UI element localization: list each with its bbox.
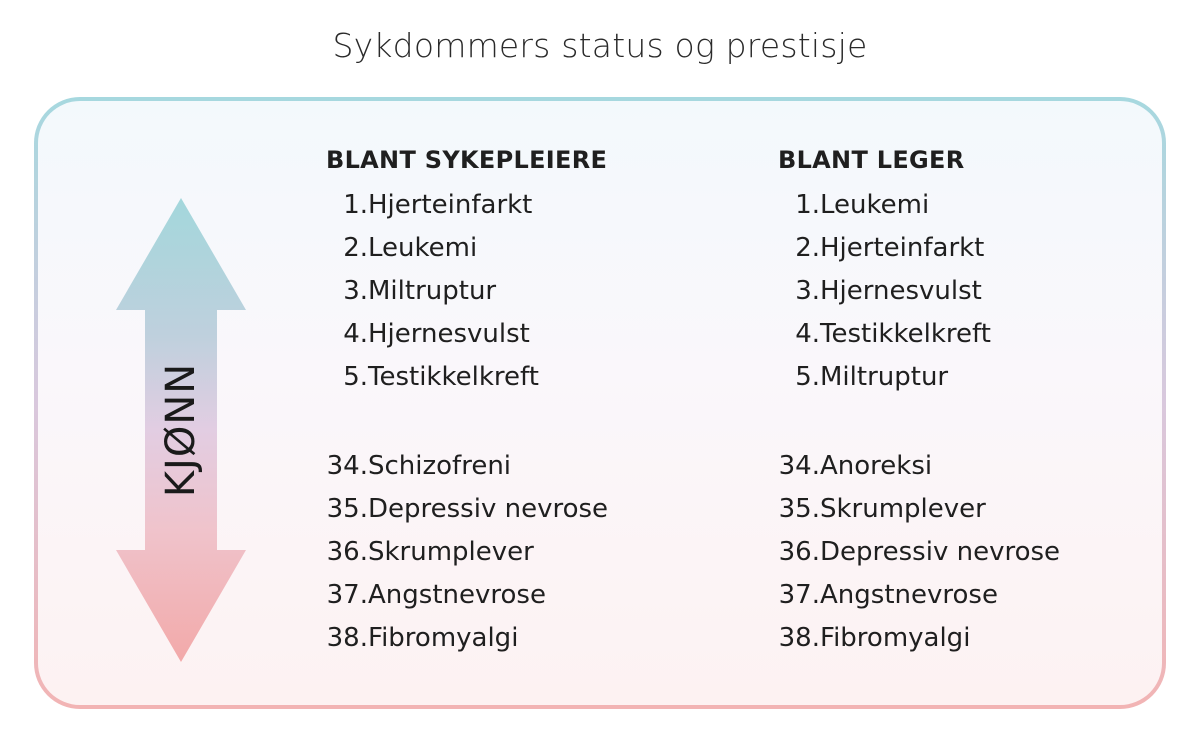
rank-number: 34. bbox=[326, 451, 368, 481]
rank-number: 4. bbox=[795, 319, 820, 349]
rank-number: 36. bbox=[326, 537, 368, 567]
list-item bbox=[757, 531, 1060, 574]
disease-name: Fibromyalgi bbox=[820, 623, 971, 653]
list-gap bbox=[305, 399, 608, 445]
top-ranked-list bbox=[305, 184, 608, 399]
disease-name: Depressiv nevrose bbox=[820, 537, 1061, 567]
list-item bbox=[757, 574, 1060, 617]
list-item bbox=[305, 445, 608, 488]
disease-name: Hjernesvulst bbox=[820, 276, 982, 306]
column-nurses bbox=[305, 144, 608, 660]
list-item bbox=[305, 227, 608, 270]
disease-name: Skrumplever bbox=[820, 494, 986, 524]
disease-name: Angstnevrose bbox=[820, 580, 998, 610]
rank-number: 4. bbox=[343, 319, 368, 349]
disease-name: Hjernesvulst bbox=[368, 319, 530, 349]
list-item bbox=[757, 488, 1060, 531]
rank-number: 1. bbox=[343, 190, 368, 220]
rank-number: 36. bbox=[778, 537, 820, 567]
list-item bbox=[757, 184, 1060, 227]
bottom-ranked-list bbox=[757, 445, 1060, 660]
disease-name: Depressiv nevrose bbox=[368, 494, 609, 524]
list-item bbox=[305, 356, 608, 399]
disease-name: Miltruptur bbox=[368, 276, 497, 306]
rank-number: 2. bbox=[343, 233, 368, 263]
disease-name: Hjerteinfarkt bbox=[820, 233, 985, 263]
list-item bbox=[305, 270, 608, 313]
rank-number: 1. bbox=[795, 190, 820, 220]
disease-name: Fibromyalgi bbox=[368, 623, 519, 653]
rank-number: 35. bbox=[778, 494, 820, 524]
list-item bbox=[757, 445, 1060, 488]
column-header: BLANT LEGER bbox=[778, 146, 965, 174]
diagram-title: Sykdommers status og prestisje bbox=[332, 26, 868, 65]
list-gap bbox=[757, 399, 1060, 445]
rank-number: 3. bbox=[343, 276, 368, 306]
gender-axis-label: KJØNN bbox=[158, 362, 204, 498]
disease-name: Schizofreni bbox=[368, 451, 512, 481]
list-item bbox=[757, 617, 1060, 660]
bottom-ranked-list bbox=[305, 445, 608, 660]
list-item bbox=[757, 270, 1060, 313]
disease-name: Leukemi bbox=[368, 233, 478, 263]
list-item bbox=[305, 488, 608, 531]
column-doctors bbox=[757, 144, 1060, 660]
rank-number: 38. bbox=[326, 623, 368, 653]
list-item bbox=[757, 313, 1060, 356]
list-item bbox=[305, 313, 608, 356]
column-header: BLANT SYKEPLEIERE bbox=[326, 146, 608, 174]
rank-number: 37. bbox=[778, 580, 820, 610]
rank-number: 5. bbox=[343, 362, 368, 392]
top-ranked-list bbox=[757, 184, 1060, 399]
list-item bbox=[305, 531, 608, 574]
disease-name: Miltruptur bbox=[820, 362, 949, 392]
list-item bbox=[305, 574, 608, 617]
disease-name: Testikkelkreft bbox=[368, 362, 539, 392]
disease-name: Anoreksi bbox=[820, 451, 933, 481]
disease-name: Skrumplever bbox=[368, 537, 534, 567]
disease-name: Hjerteinfarkt bbox=[368, 190, 533, 220]
list-item bbox=[757, 356, 1060, 399]
rank-number: 5. bbox=[795, 362, 820, 392]
list-item bbox=[305, 617, 608, 660]
rank-number: 35. bbox=[326, 494, 368, 524]
list-item bbox=[305, 184, 608, 227]
rank-number: 37. bbox=[326, 580, 368, 610]
disease-name: Testikkelkreft bbox=[820, 319, 991, 349]
disease-name: Leukemi bbox=[820, 190, 930, 220]
rank-number: 3. bbox=[795, 276, 820, 306]
rank-number: 34. bbox=[778, 451, 820, 481]
rank-number: 2. bbox=[795, 233, 820, 263]
disease-name: Angstnevrose bbox=[368, 580, 546, 610]
rank-number: 38. bbox=[778, 623, 820, 653]
list-item bbox=[757, 227, 1060, 270]
